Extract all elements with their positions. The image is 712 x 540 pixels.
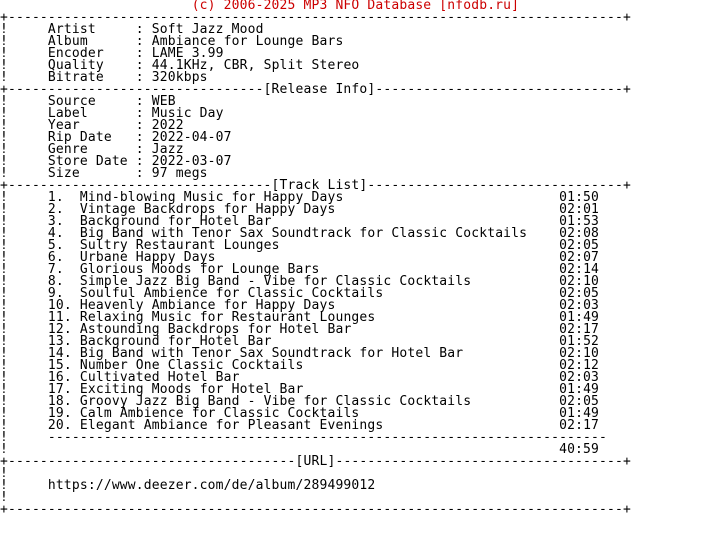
info-key: Artist <box>47 22 96 37</box>
track-title: Exciting Moods for Hotel Bar <box>79 382 304 397</box>
track-title: Soulful Ambience for Classic Cocktails <box>79 286 384 301</box>
track-title: Mind-blowing Music for Happy Days <box>79 190 344 205</box>
track-number: 18. <box>47 394 72 409</box>
track-duration: 02:05 <box>559 238 600 253</box>
release-key: Store Date <box>47 154 128 169</box>
track-title: Astounding Backdrops for Hotel Bar <box>79 322 352 337</box>
track-duration: 01:52 <box>559 334 600 349</box>
release-value: 97 megs <box>151 166 208 181</box>
track-duration: 02:10 <box>559 346 600 361</box>
track-number: 8. <box>47 274 64 289</box>
info-value: LAME 3.99 <box>151 46 224 61</box>
track-duration: 02:03 <box>559 298 600 313</box>
release-key: Year <box>47 118 80 133</box>
release-value: Jazz <box>151 142 184 157</box>
track-duration: 02:05 <box>559 394 600 409</box>
info-value: 44.1KHz, CBR, Split Stereo <box>151 58 360 73</box>
track-number: 4. <box>47 226 64 241</box>
track-number: 12. <box>47 322 72 337</box>
track-number: 16. <box>47 370 72 385</box>
track-duration: 01:49 <box>559 406 600 421</box>
track-duration: 02:03 <box>559 370 600 385</box>
track-duration: 02:17 <box>559 418 600 433</box>
info-value: 320kbps <box>151 70 208 85</box>
track-number: 11. <box>47 310 72 325</box>
section-title-url: [URL] <box>295 454 336 469</box>
nfo-document: (c) 2006-2025 MP3 NFO Database [nfodb.ru] +-----------------------------------------------------------------------------+ ! Artist : Soft Jazz Mood ! Album : Ambiance for Lounge Bars ! Encoder : LAME 3.99 ! Quality : 44.1KHz, CBR, Split Stereo ! Bitrate : 320kbps +--------------------------------[Release Info]-------------------------------+ ! Source : WEB ! Label : Music Day ! Year : 2022 ! Rip Date : 2022-04-07 ! Genre : Jazz ! Store Date : 2022-03-07 ! Size : 97 megs +---------------------------------[Track List]--------------------------------+ ! 1. Mind-blowing Music for Happy Days 01:50 ! 2. Vintage Backdrops for Happy Days 02:01 ! 3. Background for Hotel Bar 01:53 ! 4. Big Band with Tenor Sax Soundtrack for Classic Cocktails 02:08 ! 5. Sultry Restaurant Lounges 02:05 ! 6. Urbane Happy Days 02:07 ! 7. Glorious Moods for Lounge Bars 02:14 ! 8. Simple Jazz Big Band - Vibe for Classic Cocktails 02:10 ! 9. Soulful Ambience for Classic Cocktails 02:05 ! 10. Heavenly Ambiance for Happy Days 02:03 ! 11. Relaxing Music for Restaurant Lounges 01:49 ! 12. Astounding Backdrops for Hotel Bar 02:17 ! 13. Background for Hotel Bar 01:52 ! 14. Big Band with Tenor Sax Soundtrack for Hotel Bar 02:10 ! 15. Number One Classic Cocktails 02:12 ! 16. Cultivated Hotel Bar 02:03 ! 17. Exciting Moods for Hotel Bar 01:49 ! 18. Groovy Jazz Big Band - Vibe for Classic Cocktails 02:05 ! 19. Calm Ambience for Classic Cocktails 01:49 ! 20. Elegant Ambiance for Pleasant Evenings 02:17 ! ---------------------------------------------------------------------- ! 40:59 +------------------------------------[URL]------------------------------------+ ! ! https://www.deezer.com/de/album/289499012 ! +-----------------------------------------------------------------------------+ <box>0 0 631 517</box>
track-number: 13. <box>47 334 72 349</box>
track-title: Heavenly Ambiance for Happy Days <box>79 298 336 313</box>
track-duration: 02:10 <box>559 274 600 289</box>
track-title: Big Band with Tenor Sax Soundtrack for Classic Cocktails <box>79 226 528 241</box>
release-key: Rip Date <box>47 130 112 145</box>
track-title: Simple Jazz Big Band - Vibe for Classic Cocktails <box>79 274 472 289</box>
section-title-track-list: [Track List] <box>271 178 368 193</box>
track-title: Big Band with Tenor Sax Soundtrack for Hotel Bar <box>79 346 464 361</box>
track-duration: 01:53 <box>559 214 600 229</box>
track-duration: 02:12 <box>559 358 600 373</box>
info-value: Soft Jazz Mood <box>151 22 264 37</box>
track-duration: 01:50 <box>559 190 600 205</box>
info-key: Album <box>47 34 88 49</box>
total-duration: 40:59 <box>559 442 600 457</box>
track-duration: 02:14 <box>559 262 600 277</box>
info-key: Quality <box>47 58 104 73</box>
track-title: Sultry Restaurant Lounges <box>79 238 280 253</box>
track-duration: 02:07 <box>559 250 600 265</box>
track-number: 14. <box>47 346 72 361</box>
track-duration: 02:01 <box>559 202 600 217</box>
track-number: 7. <box>47 262 64 277</box>
track-number: 1. <box>47 190 64 205</box>
section-title-release-info: [Release Info] <box>263 82 376 97</box>
track-number: 15. <box>47 358 72 373</box>
track-number: 19. <box>47 406 72 421</box>
track-duration: 02:17 <box>559 322 600 337</box>
track-title: Vintage Backdrops for Happy Days <box>79 202 336 217</box>
nfo-banner: (c) 2006-2025 MP3 NFO Database [nfodb.ru] <box>191 0 520 13</box>
track-title: Urbane Happy Days <box>79 250 216 265</box>
track-title: Groovy Jazz Big Band - Vibe for Classic Cocktails <box>79 394 472 409</box>
track-title: Number One Classic Cocktails <box>79 358 304 373</box>
track-number: 5. <box>47 238 64 253</box>
track-number: 17. <box>47 382 72 397</box>
track-number: 9. <box>47 286 64 301</box>
album-url: https://www.deezer.com/de/album/289499012 <box>47 478 376 493</box>
track-title: Relaxing Music for Restaurant Lounges <box>79 310 376 325</box>
info-value: Ambiance for Lounge Bars <box>151 34 344 49</box>
track-duration: 02:05 <box>559 286 600 301</box>
track-number: 3. <box>47 214 64 229</box>
release-key: Size <box>47 166 80 181</box>
release-key: Label <box>47 106 88 121</box>
track-title: Elegant Ambiance for Pleasant Evenings <box>79 418 384 433</box>
release-value: 2022 <box>151 118 184 133</box>
track-title: Background for Hotel Bar <box>79 334 272 349</box>
track-duration: 01:49 <box>559 382 600 397</box>
release-value: 2022-04-07 <box>151 130 232 145</box>
track-duration: 01:49 <box>559 310 600 325</box>
track-title: Cultivated Hotel Bar <box>79 370 240 385</box>
release-value: 2022-03-07 <box>151 154 232 169</box>
info-key: Bitrate <box>47 70 104 85</box>
track-number: 2. <box>47 202 64 217</box>
track-title: Glorious Moods for Lounge Bars <box>79 262 320 277</box>
track-title: Calm Ambience for Classic Cocktails <box>79 406 360 421</box>
release-value: Music Day <box>151 106 224 121</box>
track-number: 6. <box>47 250 64 265</box>
track-duration: 02:08 <box>559 226 600 241</box>
release-value: WEB <box>151 94 176 109</box>
release-key: Genre <box>47 142 88 157</box>
track-title: Background for Hotel Bar <box>79 214 272 229</box>
track-number: 10. <box>47 298 72 313</box>
release-key: Source <box>47 94 96 109</box>
info-key: Encoder <box>47 46 104 61</box>
track-number: 20. <box>47 418 72 433</box>
